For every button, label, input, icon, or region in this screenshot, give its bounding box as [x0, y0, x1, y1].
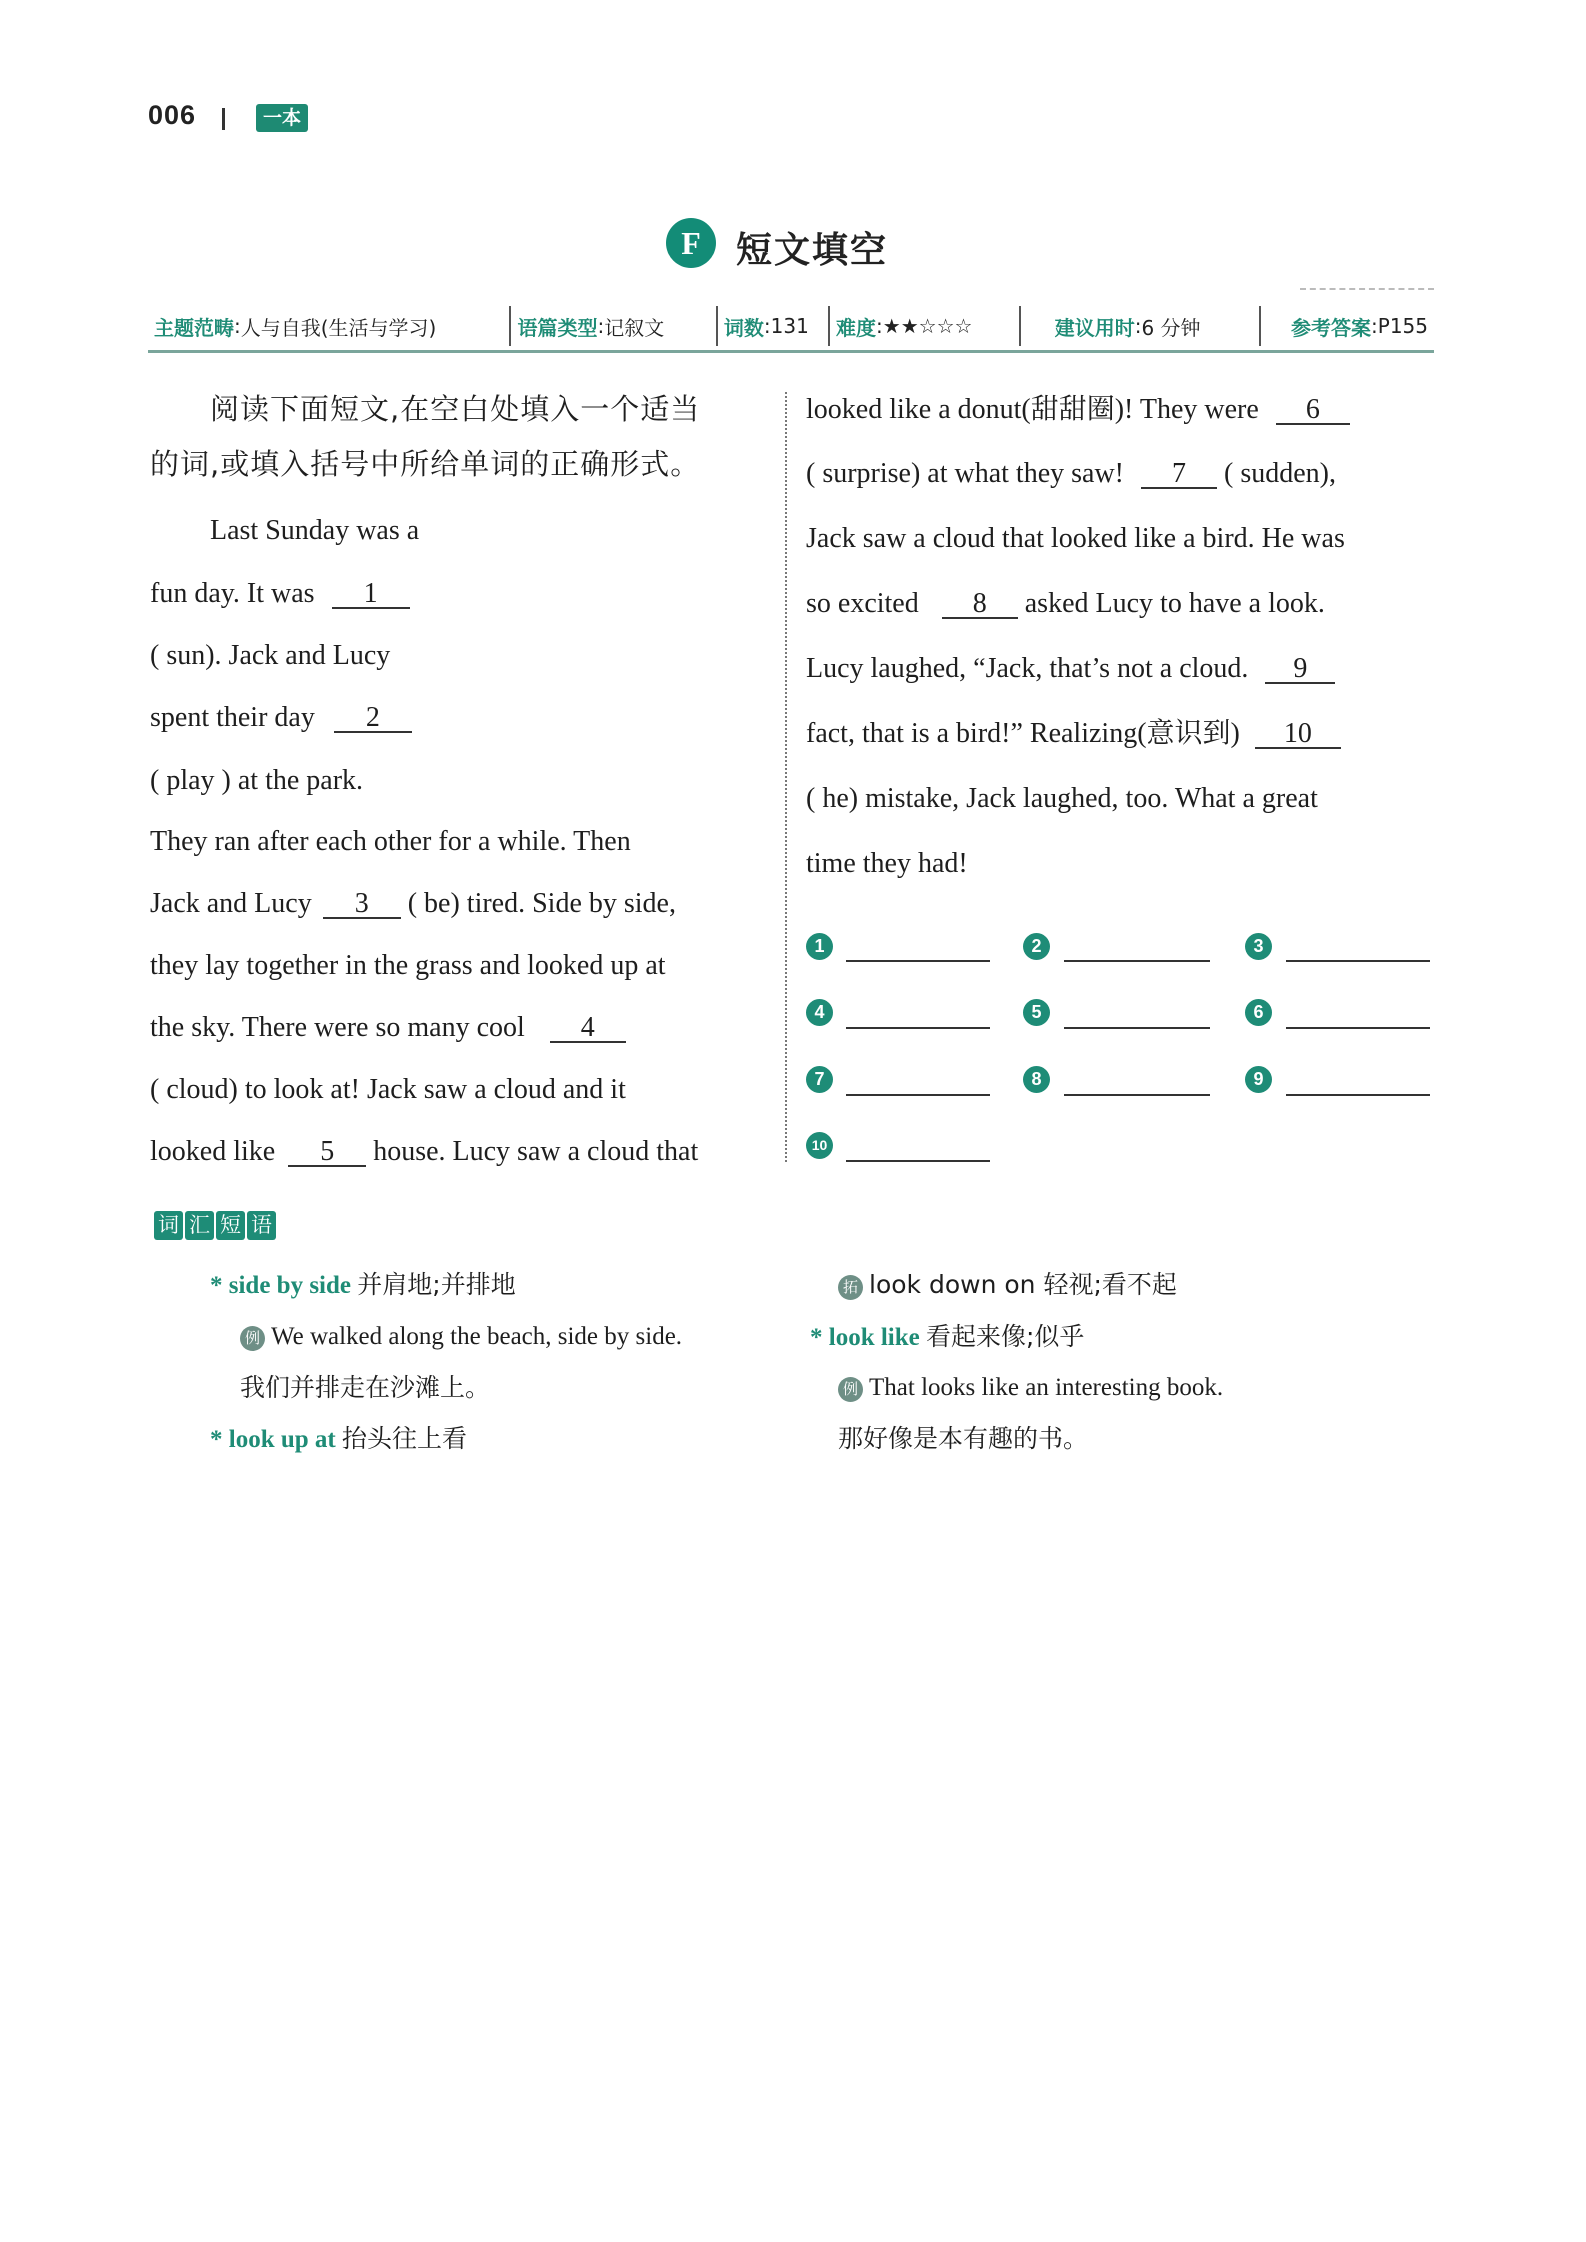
passage-line [150, 578, 410, 609]
passage-text: fun day. It was [150, 578, 315, 609]
vocab-entry-look-like [810, 1322, 1084, 1353]
passage-line: ( he) mistake, Jack laughed, too. What a great [806, 783, 1318, 814]
answer-blank-7[interactable] [846, 1094, 990, 1096]
info-difficulty: 难度 : ★★☆☆☆ [828, 306, 1019, 346]
passage-line [150, 1012, 626, 1043]
instruction-line-2: 的词,或填入括号中所给单词的正确形式。 [150, 447, 701, 481]
info-key: 参考答案 [1291, 315, 1372, 340]
passage-line: ( cloud) to look at! Jack saw a cloud and it [150, 1074, 626, 1105]
info-key: 建议用时 [1054, 315, 1135, 340]
example-translation: 那好像是本有趣的书。 [838, 1424, 1089, 1453]
answer-blank-9[interactable] [1286, 1094, 1430, 1096]
answer-blank-2[interactable] [1064, 960, 1210, 962]
passage-line [150, 888, 676, 919]
answer-number-10: 10 [806, 1132, 833, 1159]
info-value: P155 [1377, 314, 1428, 338]
passage-line [150, 1136, 698, 1167]
vocab-example [838, 1373, 1223, 1403]
blank-7: 7 [1141, 461, 1217, 489]
info-key: 难度 [836, 315, 877, 340]
passage-line [150, 702, 412, 733]
passage-line: Jack saw a cloud that looked like a bird. He was [806, 523, 1345, 554]
answer-number-2: 2 [1023, 933, 1050, 960]
info-bottom-rule [148, 350, 1434, 353]
passage-text: spent their day [150, 702, 315, 733]
vocab-title [154, 1211, 276, 1240]
info-key: 词数 [723, 315, 764, 340]
passage-line: Last Sunday was a [210, 515, 420, 546]
passage-line: time they had! [806, 848, 968, 879]
answer-number-5: 5 [1023, 999, 1050, 1026]
passage-text: asked Lucy to have a look. [1024, 588, 1325, 619]
vocab-title-char: 语 [247, 1211, 276, 1240]
example-sentence: That looks like an interesting book. [869, 1374, 1224, 1401]
answer-number-6: 6 [1245, 999, 1272, 1026]
header-divider [222, 108, 225, 130]
passage-line [806, 588, 1325, 619]
passage-text: Lucy laughed, “Jack, that’s not a cloud. [806, 653, 1249, 684]
example-translation: 我们并排走在沙滩上。 [240, 1373, 491, 1402]
answer-blank-6[interactable] [1286, 1027, 1430, 1029]
page-number: 006 [148, 100, 197, 130]
info-key: 语篇类型 [517, 315, 598, 340]
vocab-meaning: 抬头往上看 [341, 1424, 467, 1453]
passage-line [806, 718, 1341, 749]
info-value: 6 分钟 [1141, 315, 1201, 340]
passage-text: ( be) tired. Side by side, [407, 888, 676, 919]
info-top-rule [1300, 288, 1434, 290]
passage-text: fact, that is a bird!” Realizing(意识到) [806, 718, 1240, 749]
answer-number-7: 7 [806, 1066, 833, 1093]
vocab-title-char: 汇 [185, 1211, 214, 1240]
passage-text: Jack and Lucy [150, 888, 312, 919]
info-value: 131 [770, 314, 809, 338]
vocab-phrase: side by side [228, 1272, 352, 1299]
extension-icon: 拓 [838, 1275, 863, 1300]
passage-line: ( play ) at the park. [150, 765, 364, 796]
blank-4: 4 [550, 1015, 626, 1043]
passage-text: ( sudden), [1224, 458, 1336, 489]
passage-text: the sky. There were so many cool [150, 1012, 525, 1043]
info-word-count: 词数 : 131 [716, 306, 828, 346]
blank-3: 3 [323, 891, 401, 919]
answer-number-9: 9 [1245, 1066, 1272, 1093]
blank-1: 1 [332, 581, 410, 609]
column-divider [785, 392, 787, 1162]
vocab-phrase: look like [828, 1324, 920, 1351]
passage-text: looked like a donut(甜甜圈)! They were [806, 394, 1259, 425]
star-bullet: * [210, 1426, 223, 1453]
blank-6: 6 [1276, 397, 1350, 425]
passage-line [806, 394, 1350, 425]
star-bullet: * [210, 1272, 223, 1299]
passage-text: ( surprise) at what they saw! [806, 458, 1125, 489]
info-suggested-time: 建议用时 : 6 分钟 [1019, 306, 1259, 346]
vocab-meaning: 并肩地;并排地 [357, 1270, 516, 1299]
section-title: 短文填空 [736, 230, 889, 271]
passage-line: ( sun). Jack and Lucy [150, 640, 391, 671]
example-icon: 例 [838, 1377, 863, 1402]
info-theme: 主题范畴 : 人与自我(生活与学习) [148, 306, 509, 346]
info-value: 记叙文 [604, 315, 665, 340]
blank-8: 8 [942, 591, 1018, 619]
passage-text: house. Lucy saw a cloud that [373, 1136, 699, 1167]
answer-number-3: 3 [1245, 933, 1272, 960]
vocab-meaning: 看起来像;似乎 [926, 1322, 1085, 1351]
vocab-entry-side-by-side [210, 1270, 516, 1301]
answer-number-4: 4 [806, 999, 833, 1026]
passage-line [806, 653, 1335, 684]
answer-blank-5[interactable] [1064, 1027, 1210, 1029]
passage-text: so excited [806, 588, 919, 619]
answer-number-8: 8 [1023, 1066, 1050, 1093]
info-bar [148, 306, 1434, 346]
vocab-title-char: 词 [154, 1211, 183, 1240]
section-badge: F [666, 218, 716, 268]
vocab-phrase: look up at [228, 1426, 336, 1453]
passage-line [806, 458, 1336, 489]
passage-line: they lay together in the grass and looked up at [150, 950, 666, 981]
answer-blank-1[interactable] [846, 960, 990, 962]
extension-text: look down on 轻视;看不起 [869, 1270, 1177, 1299]
answer-blank-8[interactable] [1064, 1094, 1210, 1096]
passage-text: looked like [150, 1136, 276, 1167]
blank-10: 10 [1255, 721, 1341, 749]
answer-number-1: 1 [806, 933, 833, 960]
info-answer-ref: 参考答案 : P155 [1259, 306, 1434, 346]
blank-5: 5 [288, 1139, 366, 1167]
answer-blank-10[interactable] [846, 1160, 990, 1162]
vocab-example [240, 1322, 682, 1352]
star-bullet: * [810, 1324, 823, 1351]
info-value: 人与自我(生活与学习) [240, 315, 437, 340]
vocab-entry-look-up-at [210, 1424, 467, 1455]
vocab-title-char: 短 [216, 1211, 245, 1240]
info-genre: 语篇类型 : 记叙文 [509, 306, 715, 346]
info-value: ★★☆☆☆ [882, 314, 973, 338]
info-key: 主题范畴 [154, 315, 234, 340]
brand-logo: 一本 [256, 104, 308, 132]
vocab-extension [838, 1270, 1177, 1301]
answer-blank-4[interactable] [846, 1027, 990, 1029]
example-icon: 例 [240, 1326, 265, 1351]
blank-2: 2 [334, 705, 412, 733]
blank-9: 9 [1265, 656, 1335, 684]
answer-blank-3[interactable] [1286, 960, 1430, 962]
example-sentence: We walked along the beach, side by side. [271, 1323, 683, 1350]
instruction-line-1: 阅读下面短文,在空白处填入一个适当 [210, 392, 701, 426]
passage-line: They ran after each other for a while. Then [150, 826, 631, 857]
